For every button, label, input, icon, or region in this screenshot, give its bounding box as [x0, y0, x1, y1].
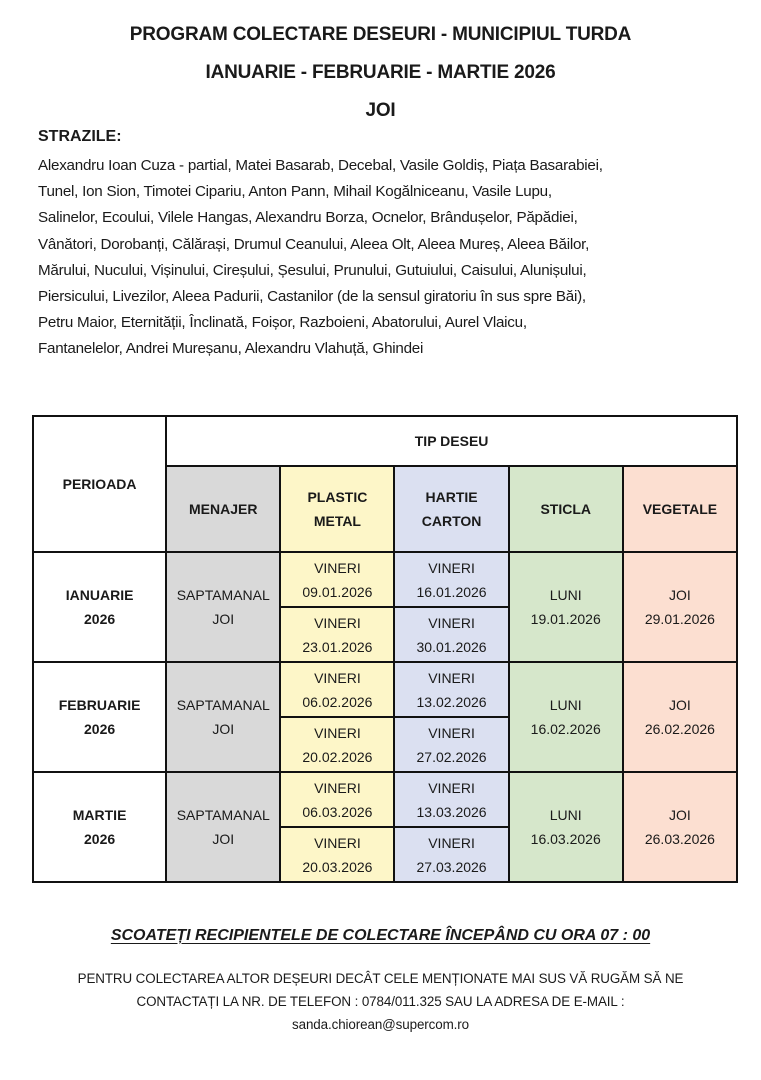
collection-day-title: JOI [365, 100, 396, 121]
streets-line: Alexandru Ioan Cuza - partial, Matei Basarab, Decebal, Vasile Goldiș, Piața Basarabiei, [38, 157, 603, 174]
streets-line: Salinelor, Ecoului, Vilele Hangas, Alexandru Borza, Ocnelor, Brândușelor, Păpădiei, [38, 209, 578, 227]
category-header-sticla: STICLA [509, 466, 623, 552]
table-row-februarie [33, 662, 737, 717]
vegetale-date-cell: JOI 29.01.2026 [623, 552, 737, 662]
streets-line: Vânători, Dorobanți, Călărași, Drumul Ceanului, Aleea Olt, Aleea Mureș, Aleea Băilor, [38, 235, 590, 253]
document-title: PROGRAM COLECTARE DESEURI - MUNICIPIUL TURDA [129, 24, 632, 45]
table-row-ianuarie [33, 552, 737, 607]
sticla-date-cell: LUNI 16.02.2026 [509, 662, 623, 772]
period-column-header: PERIOADA [33, 416, 166, 552]
contact-info [0, 967, 761, 1036]
category-header-vegetale: VEGETALE [623, 466, 737, 552]
waste-type-header: TIP DESEU [166, 416, 737, 466]
menajer-cell: SAPTAMANAL JOI [166, 772, 280, 882]
hartie-date-cell: VINERI 27.03.2026 [394, 827, 508, 882]
streets-line: Piersicului, Livezilor, Aleea Padurii, Castanilor (de la sensul giratoriu în sus spre Băi), [38, 288, 586, 306]
menajer-cell: SAPTAMANAL JOI [166, 662, 280, 772]
table-row-martie [33, 772, 737, 827]
month-cell: FEBRUARIE 2026 [33, 662, 166, 772]
month-cell: IANUARIE 2026 [33, 552, 166, 662]
streets-line: Petru Maior, Eternității, Înclinată, Foișor, Razboieni, Abatorului, Aurel Vlaicu, [38, 314, 527, 332]
sticla-date-cell: LUNI 16.03.2026 [509, 772, 623, 882]
menajer-cell: SAPTAMANAL JOI [166, 552, 280, 662]
table-header-row [33, 416, 737, 466]
period-title: IANUARIE - FEBRUARIE - MARTIE 2026 [205, 62, 556, 83]
category-header-plastic-metal: PLASTIC METAL [280, 466, 394, 552]
plastic-date-cell: VINERI 20.03.2026 [280, 827, 394, 882]
plastic-date-cell: VINERI 23.01.2026 [280, 607, 394, 662]
plastic-date-cell: VINERI 09.01.2026 [280, 552, 394, 607]
plastic-date-cell: VINERI 06.03.2026 [280, 772, 394, 827]
month-cell: MARTIE 2026 [33, 772, 166, 882]
hartie-date-cell: VINERI 27.02.2026 [394, 717, 508, 772]
collection-schedule-table [32, 415, 738, 883]
collection-time-notice: SCOATEȚI RECIPIENTELE DE COLECTARE ÎNCEPÂND CU ORA 07 : 00 [110, 927, 651, 944]
vegetale-date-cell: JOI 26.02.2026 [623, 662, 737, 772]
contact-email: sanda.chiorean@supercom.ro [292, 1017, 469, 1032]
vegetale-date-cell: JOI 26.03.2026 [623, 772, 737, 882]
streets-line: Mărului, Nucului, Vișinului, Cireșului, Șesului, Prunului, Gutuiului, Caisului, Alunișului, [38, 261, 587, 279]
hartie-date-cell: VINERI 13.02.2026 [394, 662, 508, 717]
plastic-date-cell: VINERI 06.02.2026 [280, 662, 394, 717]
contact-line: PENTRU COLECTAREA ALTOR DEȘEURI DECÂT CELE MENȚIONATE MAI SUS VĂ RUGĂM SĂ NE [77, 971, 684, 986]
hartie-date-cell: VINERI 16.01.2026 [394, 552, 508, 607]
plastic-date-cell: VINERI 20.02.2026 [280, 717, 394, 772]
streets-line: Fantanelelor, Andrei Mureșanu, Alexandru Vlahuță, Ghindei [38, 340, 424, 358]
streets-label: STRAZILE: [38, 128, 122, 145]
streets-line: Tunel, Ion Sion, Timotei Cipariu, Anton Pann, Mihail Kogălniceanu, Vasile Lupu, [38, 183, 552, 201]
hartie-date-cell: VINERI 13.03.2026 [394, 772, 508, 827]
sticla-date-cell: LUNI 19.01.2026 [509, 552, 623, 662]
hartie-date-cell: VINERI 30.01.2026 [394, 607, 508, 662]
category-header-hartie-carton: HARTIE CARTON [394, 466, 508, 552]
streets-list [38, 153, 738, 363]
contact-line: CONTACTAȚI LA NR. DE TELEFON : 0784/011.325 SAU LA ADRESA DE E-MAIL : [136, 994, 625, 1009]
category-header-menajer: MENAJER [166, 466, 280, 552]
